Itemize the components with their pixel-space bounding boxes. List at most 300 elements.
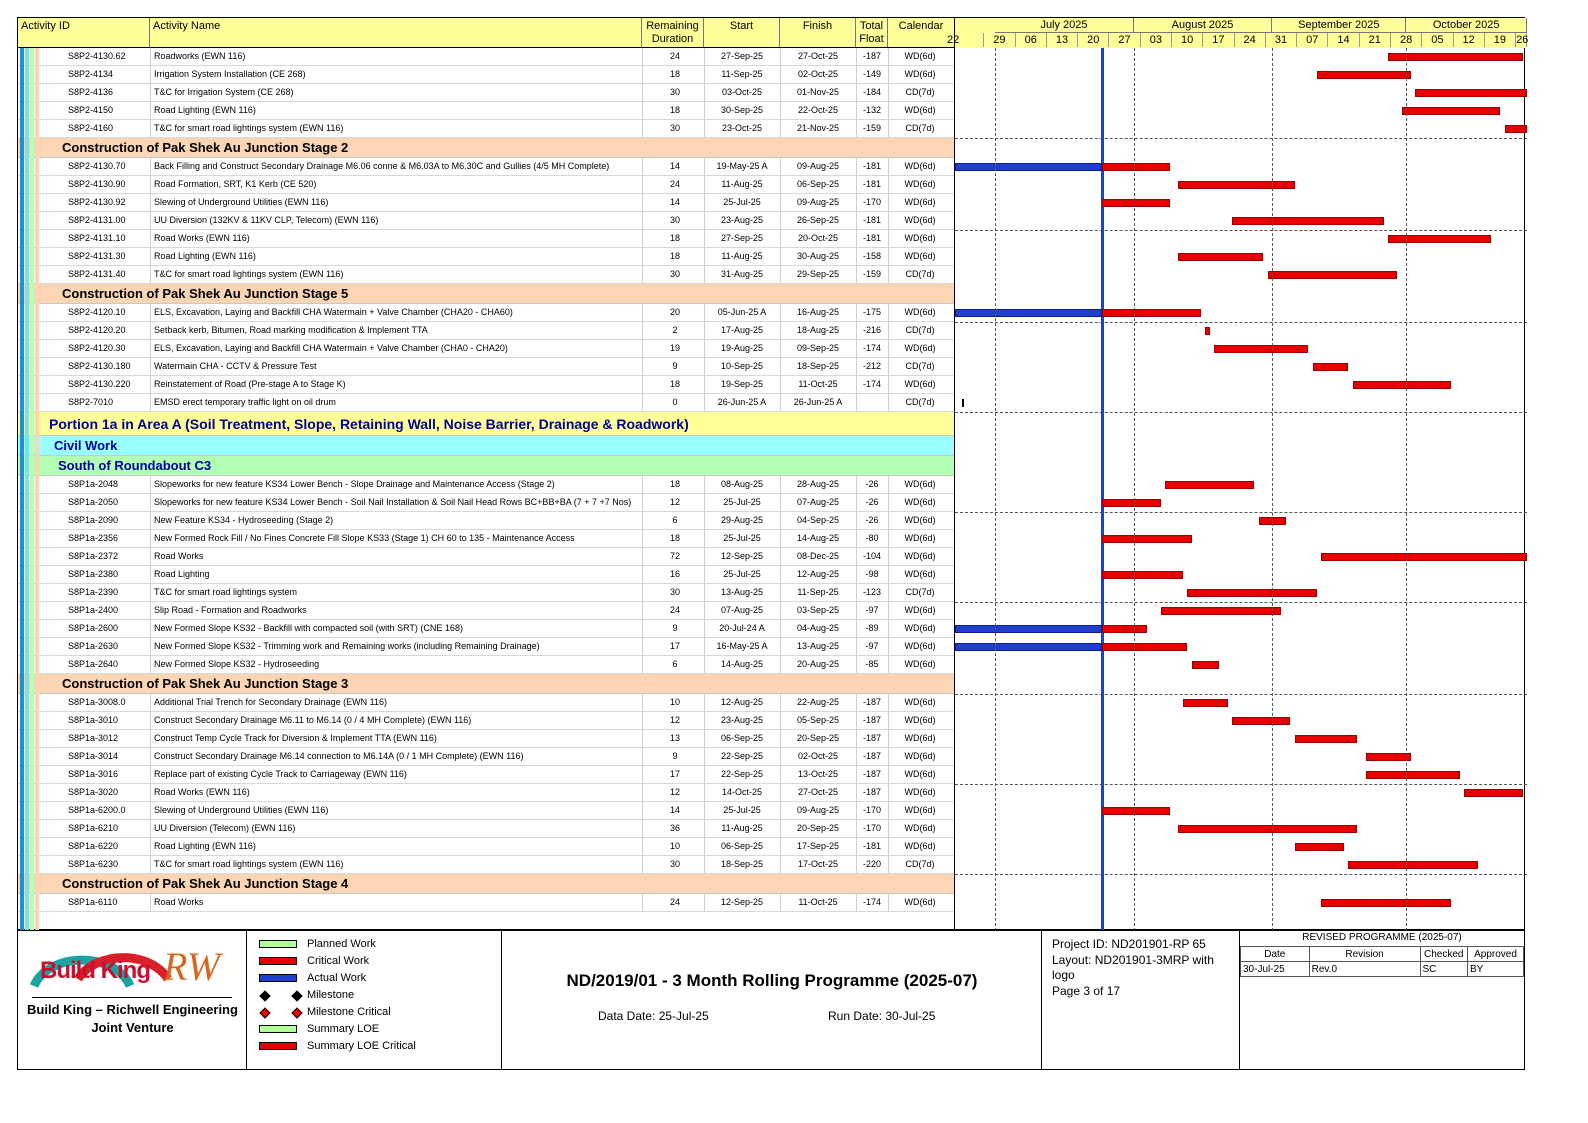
column-divider: [642, 212, 643, 229]
column-divider: [150, 376, 151, 393]
month-gridline: [1406, 48, 1407, 931]
critical-work-bar[interactable]: [1102, 499, 1160, 507]
table-row[interactable]: [18, 176, 954, 194]
activity-id: S8P2-4131.40: [68, 269, 126, 279]
column-divider: [780, 820, 781, 837]
total-float: -26: [865, 497, 879, 507]
column-divider: [150, 358, 151, 375]
table-row[interactable]: [18, 766, 954, 784]
revision-title: REVISED PROGRAMME (2025-07): [1240, 932, 1524, 947]
finish-date: 09-Aug-25: [796, 161, 840, 171]
column-divider: [888, 802, 889, 819]
critical-work-bar[interactable]: [1183, 699, 1228, 707]
group-title: South of Roundabout C3: [58, 458, 212, 473]
col-finish[interactable]: Finish: [780, 18, 856, 47]
critical-work-bar[interactable]: [1232, 217, 1384, 225]
calendar: WD(6d): [904, 251, 936, 261]
table-row[interactable]: [18, 230, 954, 248]
group-band[interactable]: [18, 874, 954, 894]
col-remaining-duration[interactable]: Remaining Duration: [642, 18, 704, 47]
start-date: 11-Aug-25: [721, 179, 763, 189]
group-band[interactable]: [18, 674, 954, 694]
activity-name: Road Formation, SRT, K1 Kerb (CE 520): [154, 179, 317, 189]
finish-date: 07-Aug-25: [796, 497, 840, 507]
column-divider: [780, 566, 781, 583]
critical-work-bar[interactable]: [1402, 107, 1500, 115]
critical-work-bar[interactable]: [1268, 271, 1398, 279]
column-divider: [888, 304, 889, 321]
column-divider: [856, 530, 857, 547]
week-header: 29: [984, 33, 1015, 47]
column-divider: [150, 84, 151, 101]
column-divider: [150, 602, 151, 619]
remaining-duration: 10: [669, 697, 680, 707]
critical-work-bar[interactable]: [1295, 735, 1358, 743]
critical-work-bar[interactable]: [1102, 163, 1169, 171]
critical-work-bar[interactable]: [1214, 345, 1308, 353]
column-divider: [704, 494, 705, 511]
remaining-duration: 30: [669, 87, 680, 97]
column-divider: [642, 176, 643, 193]
critical-work-bar[interactable]: [1102, 625, 1147, 633]
column-divider: [888, 394, 889, 411]
activity-id: S8P2-4130.92: [68, 197, 126, 207]
finish-date: 01-Nov-25: [796, 87, 840, 97]
critical-work-bar[interactable]: [1366, 753, 1411, 761]
column-divider: [780, 748, 781, 765]
critical-work-bar[interactable]: [1178, 825, 1357, 833]
remaining-duration: 9: [672, 361, 678, 371]
table-row[interactable]: [18, 530, 954, 548]
table-row[interactable]: [18, 248, 954, 266]
finish-date: 20-Sep-25: [796, 823, 840, 833]
column-divider: [642, 304, 643, 321]
column-divider: [780, 784, 781, 801]
table-row[interactable]: [18, 48, 954, 66]
group-band[interactable]: [18, 456, 954, 476]
start-date: 11-Aug-25: [721, 251, 763, 261]
column-divider: [888, 120, 889, 137]
calendar: WD(6d): [904, 161, 936, 171]
total-float: -181: [862, 233, 881, 243]
critical-work-bar[interactable]: [1161, 607, 1282, 615]
remaining-duration: 17: [669, 769, 680, 779]
critical-work-bar[interactable]: [1295, 843, 1344, 851]
remaining-duration: 20: [669, 307, 680, 317]
remaining-duration: 12: [669, 497, 680, 507]
column-divider: [888, 340, 889, 357]
column-divider: [150, 838, 151, 855]
column-divider: [150, 340, 151, 357]
remaining-duration: 14: [669, 161, 680, 171]
start-date: 22-Sep-25: [720, 751, 764, 761]
week-header: 17: [1203, 33, 1234, 47]
activity-name: Slopeworks for new feature KS34 Lower Bench - Slope Drainage and Maintenance Access (Stage 2): [154, 479, 555, 489]
column-divider: [856, 694, 857, 711]
column-divider: [704, 66, 705, 83]
critical-work-bar[interactable]: [1505, 125, 1527, 133]
activity-id: S8P1a-3014: [68, 751, 119, 761]
column-divider: [150, 802, 151, 819]
column-divider: [704, 394, 705, 411]
column-divider: [150, 66, 151, 83]
column-divider: [704, 158, 705, 175]
critical-work-bar[interactable]: [1321, 899, 1451, 907]
table-row[interactable]: [18, 730, 954, 748]
group-band[interactable]: [18, 138, 954, 158]
column-divider: [856, 48, 857, 65]
finish-date: 26-Sep-25: [796, 215, 840, 225]
table-row[interactable]: [18, 194, 954, 212]
column-divider: [642, 838, 643, 855]
remaining-duration: 6: [672, 659, 678, 669]
column-divider: [150, 856, 151, 873]
revision-cell: 30-Jul-25: [1241, 962, 1310, 977]
week-header: 28: [1391, 33, 1422, 47]
actual-work-bar[interactable]: [955, 643, 1102, 651]
finish-date: 02-Oct-25: [797, 69, 839, 79]
total-float: -216: [862, 325, 881, 335]
total-float: -85: [865, 659, 879, 669]
critical-work-bar[interactable]: [1102, 571, 1182, 579]
critical-work-bar[interactable]: [1388, 235, 1491, 243]
critical-work-bar[interactable]: [1348, 861, 1478, 869]
month-gridline: [995, 48, 996, 931]
col-calendar[interactable]: Calendar: [898, 20, 944, 32]
start-date: 19-May-25 A: [716, 161, 768, 171]
column-divider: [780, 358, 781, 375]
start-date: 25-Jul-25: [723, 197, 761, 207]
table-row[interactable]: [18, 656, 954, 674]
column-divider: [150, 212, 151, 229]
actual-work-bar[interactable]: [955, 625, 1102, 633]
calendar: WD(6d): [904, 751, 936, 761]
table-row[interactable]: [18, 394, 954, 412]
table-row[interactable]: [18, 712, 954, 730]
finish-date: 18-Sep-25: [796, 361, 840, 371]
activity-name: Road Lighting (EWN 116): [154, 841, 256, 851]
table-row[interactable]: [18, 820, 954, 838]
activity-id: S8P1a-6230: [68, 859, 119, 869]
column-divider: [150, 730, 151, 747]
column-divider: [642, 730, 643, 747]
column-divider: [780, 512, 781, 529]
column-divider: [642, 584, 643, 601]
activity-id: S8P1a-6210: [68, 823, 119, 833]
column-divider: [856, 620, 857, 637]
finish-date: 22-Aug-25: [796, 697, 840, 707]
column-divider: [150, 584, 151, 601]
calendar: WD(6d): [904, 551, 936, 561]
table-row[interactable]: [18, 566, 954, 584]
column-divider: [780, 230, 781, 247]
calendar: CD(7d): [905, 87, 935, 97]
table-row[interactable]: [18, 304, 954, 322]
table-row[interactable]: [18, 84, 954, 102]
revision-cell: Rev.0: [1309, 962, 1420, 977]
group-band[interactable]: [18, 284, 954, 304]
critical-work-bar[interactable]: [1178, 181, 1294, 189]
calendar: WD(6d): [904, 697, 936, 707]
column-divider: [642, 656, 643, 673]
company-name: Build King – Richwell Engineering: [27, 1002, 238, 1017]
table-row[interactable]: [18, 266, 954, 284]
table-row[interactable]: [18, 748, 954, 766]
critical-work-bar[interactable]: [1313, 363, 1349, 371]
remaining-duration: 30: [669, 587, 680, 597]
table-row[interactable]: [18, 638, 954, 656]
column-divider: [150, 894, 151, 911]
critical-work-bar[interactable]: [1102, 807, 1169, 815]
table-row[interactable]: [18, 66, 954, 84]
column-divider: [704, 512, 705, 529]
remaining-duration: 17: [669, 641, 680, 651]
column-divider: [642, 620, 643, 637]
table-row[interactable]: [18, 602, 954, 620]
table-row[interactable]: [18, 620, 954, 638]
logo-wordmark: Build King: [40, 957, 150, 984]
table-row[interactable]: [18, 102, 954, 120]
table-row[interactable]: [18, 322, 954, 340]
table-row[interactable]: [18, 358, 954, 376]
activity-name: Reinstatement of Road (Pre-stage A to Stage K): [154, 379, 346, 389]
footer: [17, 930, 1525, 1070]
column-divider: [642, 512, 643, 529]
actual-work-bar[interactable]: [955, 163, 1102, 171]
finish-date: 20-Sep-25: [796, 733, 840, 743]
table-row[interactable]: [18, 784, 954, 802]
finish-date: 06-Sep-25: [796, 179, 840, 189]
critical-work-bar[interactable]: [1192, 661, 1219, 669]
column-divider: [780, 620, 781, 637]
table-row[interactable]: [18, 512, 954, 530]
table-row[interactable]: [18, 694, 954, 712]
start-date: 05-Jun-25 A: [717, 307, 767, 317]
calendar: WD(6d): [904, 533, 936, 543]
column-divider: [856, 66, 857, 83]
column-divider: [856, 856, 857, 873]
column-divider: [856, 102, 857, 119]
group-band[interactable]: [18, 436, 954, 456]
finish-date: 18-Aug-25: [796, 325, 840, 335]
table-row[interactable]: [18, 376, 954, 394]
total-float: -97: [865, 641, 879, 651]
total-float: -80: [865, 533, 879, 543]
column-divider: [150, 566, 151, 583]
activity-name: Construct Temp Cycle Track for Diversion & Implement TTA (EWN 116): [154, 733, 437, 743]
critical-work-bar[interactable]: [1232, 717, 1290, 725]
gantt-gridline: [955, 874, 1527, 875]
column-divider: [704, 248, 705, 265]
start-date: 14-Oct-25: [721, 787, 763, 797]
calendar: WD(6d): [904, 841, 936, 851]
finish-date: 09-Aug-25: [796, 197, 840, 207]
calendar: WD(6d): [904, 105, 936, 115]
table-row[interactable]: [18, 212, 954, 230]
column-divider: [888, 602, 889, 619]
revision-header: Approved: [1468, 947, 1524, 962]
critical-work-bar[interactable]: [1102, 535, 1191, 543]
column-divider: [856, 84, 857, 101]
critical-work-bar[interactable]: [1178, 253, 1263, 261]
activity-name: Road Lighting (EWN 116): [154, 105, 256, 115]
column-divider: [856, 584, 857, 601]
table-row[interactable]: [18, 494, 954, 512]
column-divider: [888, 376, 889, 393]
table-row[interactable]: [18, 158, 954, 176]
critical-work-bar[interactable]: [1464, 789, 1522, 797]
gantt-gridline: [955, 694, 1527, 695]
column-divider: [780, 248, 781, 265]
calendar: CD(7d): [905, 123, 935, 133]
table-row[interactable]: [18, 584, 954, 602]
column-divider: [856, 358, 857, 375]
table-row[interactable]: [18, 894, 954, 912]
column-divider: [780, 730, 781, 747]
column-divider: [150, 48, 151, 65]
column-divider: [642, 266, 643, 283]
calendar: WD(6d): [904, 179, 936, 189]
table-row[interactable]: [18, 802, 954, 820]
column-divider: [150, 512, 151, 529]
col-total-float[interactable]: Total Float: [856, 18, 888, 47]
column-divider: [856, 730, 857, 747]
activity-name: Irrigation System Installation (CE 268): [154, 69, 306, 79]
start-date: 12-Sep-25: [720, 551, 764, 561]
page-number: Page 3 of 17: [1052, 984, 1121, 998]
finish-date: 08-Dec-25: [796, 551, 840, 561]
activity-id: S8P1a-2380: [68, 569, 119, 579]
column-divider: [856, 120, 857, 137]
calendar: CD(7d): [905, 587, 935, 597]
remaining-duration: 19: [669, 343, 680, 353]
calendar: WD(6d): [904, 497, 936, 507]
critical-work-bar[interactable]: [1317, 71, 1411, 79]
legend-label: Milestone Critical: [307, 1006, 391, 1018]
activity-id: S8P1a-6110: [68, 897, 118, 907]
gantt-gridline: [955, 602, 1527, 603]
critical-work-bar[interactable]: [1415, 89, 1527, 97]
total-float: -170: [862, 823, 881, 833]
calendar: WD(6d): [904, 479, 936, 489]
table-row[interactable]: [18, 838, 954, 856]
critical-work-bar[interactable]: [1205, 327, 1209, 335]
finish-date: 27-Oct-25: [797, 51, 839, 61]
column-divider: [856, 548, 857, 565]
column-divider: [704, 48, 705, 65]
column-divider: [888, 694, 889, 711]
activity-name: New Formed Slope KS32 - Trimming work and Remaining works (including Remaining Drainage): [154, 641, 540, 651]
activity-id: S8P2-4130.62: [68, 51, 126, 61]
column-divider: [704, 656, 705, 673]
col-start[interactable]: Start: [704, 18, 780, 47]
table-row[interactable]: [18, 856, 954, 874]
critical-work-bar[interactable]: [1187, 589, 1317, 597]
critical-work-bar[interactable]: [1102, 309, 1200, 317]
total-float: -123: [862, 587, 881, 597]
group-title: Construction of Pak Shek Au Junction Stage 2: [62, 140, 349, 155]
column-divider: [150, 230, 151, 247]
column-divider: [704, 584, 705, 601]
column-divider: [704, 566, 705, 583]
total-float: -187: [862, 715, 881, 725]
activity-name: New Formed Slope KS32 - Backfill with compacted soil (with SRT) (CNE 168): [154, 623, 463, 633]
week-header: 22: [955, 33, 984, 47]
column-divider: [704, 358, 705, 375]
column-divider: [642, 748, 643, 765]
column-header-row: [18, 18, 954, 48]
column-divider: [888, 66, 889, 83]
table-row[interactable]: [18, 340, 954, 358]
critical-work-bar[interactable]: [1366, 771, 1460, 779]
col-activity-name[interactable]: Activity Name: [150, 18, 642, 47]
remaining-duration: 6: [672, 515, 678, 525]
column-divider: [150, 638, 151, 655]
gantt-gridline: [955, 230, 1527, 231]
finish-date: 14-Aug-25: [796, 533, 840, 543]
column-divider: [780, 694, 781, 711]
finish-date: 13-Oct-25: [797, 769, 839, 779]
milestone-diamond-icon: [259, 990, 270, 1001]
table-row[interactable]: [18, 476, 954, 494]
activity-id: S8P1a-3012: [68, 733, 119, 743]
column-divider: [704, 304, 705, 321]
start-date: 12-Aug-25: [720, 697, 764, 707]
critical-work-bar[interactable]: [1102, 199, 1169, 207]
month-header: September 2025: [1272, 18, 1406, 33]
column-divider: [704, 766, 705, 783]
week-header: 12: [1454, 33, 1485, 47]
column-divider: [642, 394, 643, 411]
column-divider: [704, 102, 705, 119]
critical-work-bar[interactable]: [1165, 481, 1254, 489]
group-band[interactable]: [18, 412, 954, 436]
column-divider: [642, 230, 643, 247]
table-row[interactable]: [18, 548, 954, 566]
critical-work-bar[interactable]: [1388, 53, 1522, 61]
critical-work-bar[interactable]: [1102, 643, 1187, 651]
remaining-duration: 18: [669, 533, 680, 543]
column-divider: [704, 784, 705, 801]
column-divider: [642, 566, 643, 583]
table-row[interactable]: [18, 120, 954, 138]
legend-swatch: [259, 957, 297, 965]
critical-work-bar[interactable]: [1321, 553, 1527, 561]
activity-name: UU Diversion (Telecom) (EWN 116): [154, 823, 296, 833]
activity-id: S8P1a-2400: [68, 605, 119, 615]
finish-date: 11-Oct-25: [798, 897, 838, 907]
week-header: 14: [1328, 33, 1359, 47]
month-header: August 2025: [1134, 18, 1273, 33]
activity-name: New Feature KS34 - Hydroseeding (Stage 2): [154, 515, 334, 525]
critical-work-bar[interactable]: [1353, 381, 1451, 389]
column-divider: [888, 856, 889, 873]
total-float: -174: [862, 343, 881, 353]
actual-work-bar[interactable]: [955, 309, 1102, 317]
revision-header: Checked: [1420, 947, 1468, 962]
col-activity-id[interactable]: Activity ID: [18, 18, 150, 47]
finish-date: 02-Oct-25: [797, 751, 839, 761]
column-divider: [780, 766, 781, 783]
start-date: 14-Aug-25: [720, 659, 764, 669]
activity-name: ELS, Excavation, Laying and Backfill CHA Watermain + Valve Chamber (CHA20 - CHA60): [154, 307, 513, 317]
column-divider: [780, 322, 781, 339]
start-date: 23-Aug-25: [720, 715, 764, 725]
milestone-marker[interactable]: [962, 399, 964, 407]
column-divider: [888, 176, 889, 193]
column-divider: [642, 66, 643, 83]
remaining-duration: 30: [669, 859, 680, 869]
